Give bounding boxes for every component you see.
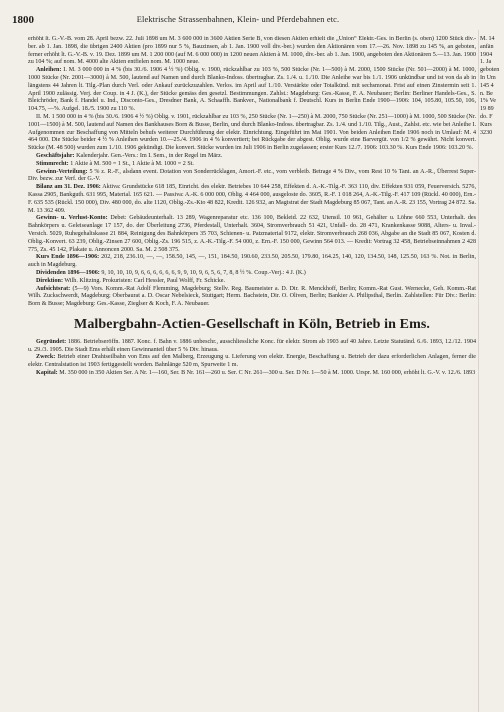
adjacent-page-fragment-line: 3230 — [480, 129, 493, 136]
label-bilanz: Bilanz am 31. Dez. 1906: — [36, 184, 101, 191]
text-gegruendet: 1886. Betriebseröffn. 1887. Konc. f. Bahn v. 1886 unbeschr., ausschliessliche Konc. für elektr. Strom ab 1903 auf 40 Jahre. Letzte Statutänd. 6./6. 1893, 12./12. 1904 u. 29./3. 1905. Die Stadt Ems erhält einen Gewinnanteil über 5 % Div. hinaus. — [28, 338, 476, 353]
text-gewinn-verlust: Debet: Gebäudeunterhalt. 13 289, Wagenreparatur etc. 136 100, Bekleid. 22 632, Utensil. 10 961, Gehälter u. Löhne 660 553, Unterhalt. des Bahnkörpers u. Geleiseanlage 17 157, do. der Überleitung 2736, Pferdestall, Unterhalt. 3604, Stromverbrauch 51 421, Unfall- do. 28 471, Krankenkasse 9088, Alters- u. Inval.-Versich. 5029, Ruhegehaltskasse 21 884, Reinigung des Bahnkörpers 35 703, Schienen- u. Patzmaterial 9172, elektr. Stromverbrauch 268 036, Abgabe an die Stadt 85 067, Kosten d. Oblig.-Konvert. 63 239, Oblig.-Zinsen 27 600, Oblig.-Zs. 196 515, z. A.-K.-Tilg.-F. 54 000, z. Ern.-F. 150 000, Gewinn 564 013. — Kredit: Vortrag 32 458, Betriebseinnahmen 2 428 775, Zs. 45 142, Plakate u. Annoncen 2000. Sa. M. 2 508 375. — [28, 215, 476, 253]
paragraph-stimmrecht — [28, 161, 476, 169]
adjacent-page-fragment-line: 19 89 — [480, 106, 494, 113]
label-anleihen: Anleihen: — [36, 67, 62, 74]
adjacent-page-fragment-line: anfän — [480, 43, 494, 50]
paragraph-geschaeftsjahr — [28, 153, 476, 161]
paragraph-anleihe-ii: II. M. 1 500 000 in 4 % (bis 30./6. 1906 4 ½ %) Oblig. v. 1901, rückzahlbar zu 103 %, 250 Stücke (Nr. 1—250) à M. 2000, 750 Stücke (Nr. 251—1000) à M. 1000, 500 Stücke (Nr. 1001—1500) à M. 500, lautend auf Namen des Bankhauses Born & Busse, Berlin, und durch Blanko-Indoss. übertragbar. Zs. 1./4. und 1./10. Tilg., Aust., Zahlst. etc. wie bei Anleihe I. Aufgenommen zur Beschaffung von Mitteln behufs weiterer Durchführung der elektr. Einrichtung. Eingeführt im Mai 1901. Von beiden Anleihen Ende 1906 noch in Umlauf: M. 4 464 000. Die Stücke beider 4 ½ % Anleihen wurden 10.—25./4. 1906 in 4 % konvertiert; bei Rückgabe der abgest. Oblig. wurde eine Barvergüt. von 1/2 % gewährt. Nicht konvert. Stücke (M. 48 500) wurden zum 1./10. 1906 gekündigt. Die konvert. Stücke wurden im Juli 1906 in Berlin zugelassen; erster Kurs 12./7. 1906: 103.30 %. Kurs Ende 1906: 103.20 %. — [28, 113, 476, 152]
text-kapital: M. 350 000 in 350 Aktien Ser. A Nr. 1—160, Ser. B Nr. 161—260 u. Ser. C Nr. 261—300 u. Ser. D Nr. 1—50 à M. 1000. Urspr. M. 160 000, erhöht lt. G.-V. v. 12./6. 1893 — [59, 370, 476, 377]
text-aufsichtsrat: (5—9) Vors. Komm.-Rat Adolf Flemming, Magdeburg; Stellv. Reg. Baumeister a. D. Dir. R. Menckhoff, Berlin; Komm.-Rat Gust. Wernecke, Geh. Komm.-Rat Wilh. Zuckschwerdt, Magdeburg; Oberbaurat a. D. Oscar Nebelsieck, Stuttgart; Herm. Bachstein, Dir. O. Oliven, Berlin; Bankier A. Philipsthal, Berlin. Zahlstellen: Für Div.: Berlin: Born & Busse; Magdeburg: Ges.-Kasse, Zieglser & Koch, F. A. Neubauer. — [28, 285, 476, 308]
running-head: Elektrische Strassenbahnen, Klein- und Pferdebahnen etc. — [136, 15, 340, 24]
paragraph-capital-increase: erhöht lt. G.-V.-B. vom 28. April bezw. 22. Juli 1898 um M. 3 600 000 in 3600 Aktien Serie B, von diesen Aktien erhielt die „Union“ Elektr.-Ges. in Berlin (s. oben) 1200 Stück div.-ber. ab 1. Jan. 1898, die übrigen 2400 Aktien (pro 1899 nur 5 %, Bauzinsen, ab 1. Jan. 1900 voll div.-ber.) wurden den Aktionären vom 17.—26. Nov. 1898 zu 145 %, an geboten, ferner erhöht lt. G.-V.-B. v. 19. Dez. 1899 um M. 1 200 000 (auf M. 6 000 000) in 1200 neuen Aktien à M. 1000, div.-ber. ab 1. Jan. 1900, angeboten den Aktionären 5.—13. Jan. 1900 zu 104 %; auf nom. M. 4000 alte Aktien entfielen nom. M. 1000 neue. — [28, 36, 476, 66]
label-kapital: Kapital: — [36, 370, 58, 377]
paragraph-gewinn-verteilung — [28, 169, 476, 185]
text-dividenden: 9, 10, 10, 10, 9, 6, 6, 6, 6, 6, 6, 9, 9, 10, 9, 6, 5, 6, 7, 8, 8 ½ %. Coup.-Verj.: 4 J. (K.) — [101, 269, 306, 276]
paragraph-aufsichtsrat — [28, 286, 476, 309]
label-gewinn-verlust: Gewinn- u. Verlust-Konto: — [36, 215, 108, 222]
adjacent-page-fragment-line: Kurs — [480, 121, 492, 128]
column-gutter — [478, 30, 479, 712]
adjacent-page-fragment-line: 1. Ja — [480, 59, 492, 66]
text-gewinn-verteilung: 5 % z. R.-F., alsdann event. Dotation von Sonderrücklagen, Amort.-F. etc., vom verbleib. Betrage 4 % Div., vom Rest 10 % Tant. an A.-R., Überrest Super-Div. bezw. zur Verf. der G.-V. — [28, 168, 476, 183]
text-zweck: Betrieb einer Drahtseilbahn von Ems auf den Malberg, Erzeugung u. Lieferung von elektr. Energie, Beschaffung u. Betrieb der dazu erforderlichen Anlagen, ferner die elektr. Centralstation ist 1903 fertiggestellt worden. Bahnlänge 520 m, Spurweite 1 m. — [28, 354, 476, 369]
main-text-column — [28, 36, 476, 712]
text-bilanz: Aktiva: Grundstücke 618 185, Einricht. des elektr. Betriebes 10 644 258, Effekten d. A.-K.-Tilg.-F. 363 110, div. Effekten 931 059, Feuerversich. 5276, Kassa 2905, Bankguth. 631 995, Material. 165 621. — Passiva: A.-K. 6 000 000, Oblig. 4 464 000, ausgeloste do. 3605, R.-F. 1 018 264, A.-K.-Tilg.-F. 417 109 (Rückl. 40 000), Ern.-F. 635 535 (Rückl. 150 000), Div. 480 000, do. alte 1120, Oblig.-Zs.-Kto 48 822, Kredit. 126 932, an Magistrat der Stadt Magdeburg 85 067, Tant. an A.-R. 23 155, Vortrag 24 872. Sa. M. 13 362 409. — [28, 184, 476, 214]
adjacent-page-fragment-line: geboten — [480, 67, 500, 74]
text-direktion: Wilh. Klitzing. Prokuristen: Carl Hessler, Paul Wolff, Fr. Schicke. — [64, 277, 226, 284]
adjacent-page-fragment-line: n. Be — [480, 90, 493, 97]
paragraph-kapital — [28, 370, 476, 378]
paragraph-dividenden — [28, 270, 476, 278]
page-header — [0, 0, 504, 30]
adjacent-page-fragment-line: In Um — [480, 74, 496, 81]
adjacent-page-fragment-line: 145 4 — [480, 82, 494, 89]
text-stimmrecht: 1 Aktie à M. 500 = 1 St., 1 Aktie à M. 1000 = 2 St. — [70, 160, 194, 167]
paragraph-kurs — [28, 254, 476, 270]
label-gewinn-verteilung: Gewinn-Verteilung: — [36, 168, 88, 175]
page-number: 1800 — [12, 14, 34, 26]
label-geschaeftsjahr: Geschäftsjahr: — [36, 152, 75, 159]
paragraph-bilanz — [28, 184, 476, 215]
paragraph-direktion — [28, 278, 476, 286]
paragraph-gewinn-verlust — [28, 215, 476, 254]
text-geschaeftsjahr: Kalenderjahr. Gen.-Vers.: Im I. Sem., in der Regel im März. — [76, 152, 223, 159]
adjacent-page-fragment-line: do. F — [480, 113, 493, 120]
label-kurs: Kurs Ende 1896—1906: — [36, 254, 100, 261]
paragraph-gegruendet — [28, 339, 476, 355]
label-zweck: Zweck: — [36, 354, 56, 361]
adjacent-page-fragments — [480, 36, 504, 712]
label-aufsichtsrat: Aufsichtsrat: — [36, 285, 71, 292]
paragraph-anleihen — [28, 67, 476, 114]
text-kurs: 202, 218, 236.10, —, —, 158.50, 145, —, 151, 184.50, 190.60, 233.50, 205.50, 179.80, 164.25, 140, 120, 134.50, 148, 125.50, 163 %. Not. in Berlin, auch in Magdeburg. — [28, 254, 476, 269]
adjacent-page-fragment-line: 1904 — [480, 51, 493, 58]
adjacent-page-fragment-line: 1% Ve — [480, 98, 496, 105]
company-title: Malbergbahn-Actien-Gesellschaft in Köln, Betrieb in Ems. — [74, 316, 430, 332]
label-direktion: Direktion: — [36, 277, 63, 284]
label-dividenden: Dividenden 1896—1906: — [36, 269, 100, 276]
label-stimmrecht: Stimmrecht: — [36, 160, 69, 167]
label-gegruendet: Gegründet: — [36, 338, 67, 345]
paragraph-zweck — [28, 354, 476, 370]
text-anleihen: I. M. 3 000 000 in 4 % (bis 30./6. 1906 4 ½ %) Oblig. v. 1900, rückzahlbar zu 103 %, 500 Stücke (Nr. 1—500) à M. 2000, 1500 Stücke (Nr. 501—2000) à M. 1000, 1000 Stücke (Nr. 2001—3000) à M. 500, lautend auf Namen und durch Blanko-Indoss. übertragbar. Zs. 1./4. u. 1./10. Die Anleihe war bis 1./1. 1906 unkündbar und ist von da ab in längstens 44 Jahren lt. Tilg.-Plan durch Verl. oder Ankauf zurückzuzahlen. Verlos. im April auf 1./10. Verstärkte oder Totalkünd. mit sechsmonat. Frist auf einen Zinstermin seit 1. April 1900 zulässig. Verj. der Coup. in 4 J. (K.), der Stücke gemäss den gesetzl. Bestimmungen. Zahlst.: Magdeburg: Ges.-Kasse, F. A. Neubauer; Berlin: Berliner Handels-Ges., S. Bleichröder, Bank f. Handel u. Ind., Disconto-Ges., Dresdner Bank, A. Schaaffh. Bankver., Nationalbank f. Deutschl. Kurs in Berlin Ende 1900—1906: 104, 105.80, 105.50, 106, 104.75, —%. Aufgel. 18./5. 1900 zu 110 %. — [28, 67, 476, 113]
adjacent-page-fragment-line: M. 14 — [480, 36, 495, 42]
